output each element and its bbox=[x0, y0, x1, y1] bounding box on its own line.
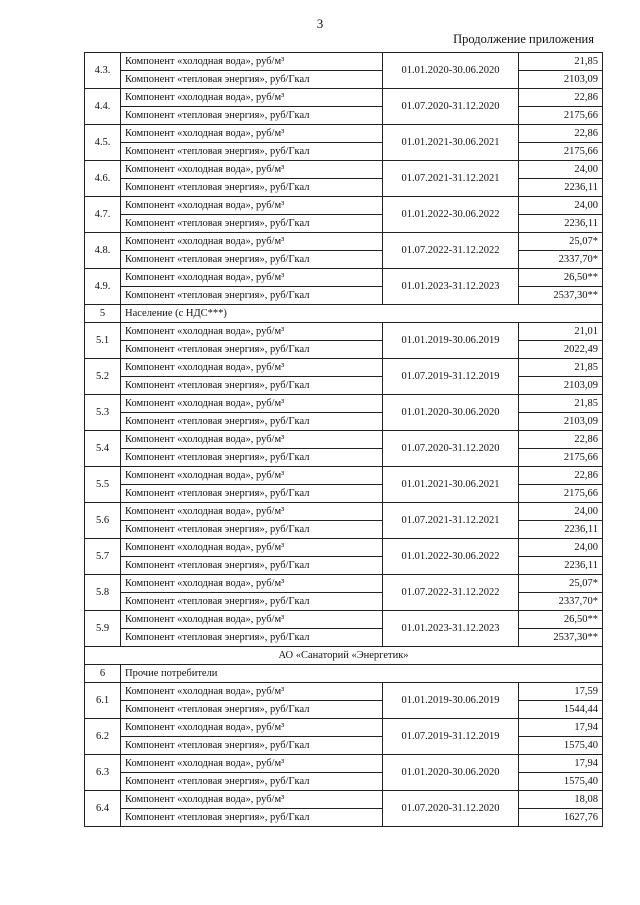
table-row bbox=[85, 233, 603, 251]
cold-water-value: 22,86 bbox=[519, 467, 603, 485]
table-row bbox=[85, 611, 603, 629]
organization-row bbox=[85, 647, 603, 665]
row-number: 4.4. bbox=[85, 89, 121, 125]
component-cold-water: Компонент «холодная вода», руб/м³ bbox=[121, 233, 383, 251]
component-heat-energy: Компонент «тепловая энергия», руб/Гкал bbox=[121, 413, 383, 431]
component-heat-energy: Компонент «тепловая энергия», руб/Гкал bbox=[121, 179, 383, 197]
table-row bbox=[85, 413, 603, 431]
row-number: 4.5. bbox=[85, 125, 121, 161]
tariff-period: 01.07.2021-31.12.2021 bbox=[383, 161, 519, 197]
table-row bbox=[85, 269, 603, 287]
component-cold-water: Компонент «холодная вода», руб/м³ bbox=[121, 683, 383, 701]
cold-water-value: 26,50** bbox=[519, 269, 603, 287]
row-number: 4.6. bbox=[85, 161, 121, 197]
table-row bbox=[85, 197, 603, 215]
component-cold-water: Компонент «холодная вода», руб/м³ bbox=[121, 53, 383, 71]
component-cold-water: Компонент «холодная вода», руб/м³ bbox=[121, 269, 383, 287]
cold-water-value: 18,08 bbox=[519, 791, 603, 809]
component-heat-energy: Компонент «тепловая энергия», руб/Гкал bbox=[121, 107, 383, 125]
table-row bbox=[85, 737, 603, 755]
tariff-period: 01.07.2020-31.12.2020 bbox=[383, 89, 519, 125]
cold-water-value: 22,86 bbox=[519, 125, 603, 143]
tariff-period: 01.07.2022-31.12.2022 bbox=[383, 575, 519, 611]
row-number: 6.1 bbox=[85, 683, 121, 719]
heat-energy-value: 2175,66 bbox=[519, 107, 603, 125]
cold-water-value: 25,07* bbox=[519, 233, 603, 251]
cold-water-value: 22,86 bbox=[519, 431, 603, 449]
heat-energy-value: 2236,11 bbox=[519, 557, 603, 575]
component-heat-energy: Компонент «тепловая энергия», руб/Гкал bbox=[121, 809, 383, 827]
table-row bbox=[85, 215, 603, 233]
table-row bbox=[85, 755, 603, 773]
heat-energy-value: 2175,66 bbox=[519, 143, 603, 161]
table-row bbox=[85, 287, 603, 305]
row-number: 5.6 bbox=[85, 503, 121, 539]
section-row bbox=[85, 665, 603, 683]
cold-water-value: 25,07* bbox=[519, 575, 603, 593]
component-heat-energy: Компонент «тепловая энергия», руб/Гкал bbox=[121, 737, 383, 755]
row-number: 5.3 bbox=[85, 395, 121, 431]
section-number: 6 bbox=[85, 665, 121, 683]
row-number: 4.9. bbox=[85, 269, 121, 305]
table-row bbox=[85, 179, 603, 197]
component-heat-energy: Компонент «тепловая энергия», руб/Гкал bbox=[121, 143, 383, 161]
table-row bbox=[85, 377, 603, 395]
table-row bbox=[85, 161, 603, 179]
component-heat-energy: Компонент «тепловая энергия», руб/Гкал bbox=[121, 215, 383, 233]
cold-water-value: 24,00 bbox=[519, 539, 603, 557]
component-cold-water: Компонент «холодная вода», руб/м³ bbox=[121, 197, 383, 215]
component-heat-energy: Компонент «тепловая энергия», руб/Гкал bbox=[121, 701, 383, 719]
component-cold-water: Компонент «холодная вода», руб/м³ bbox=[121, 791, 383, 809]
cold-water-value: 24,00 bbox=[519, 161, 603, 179]
tariff-period: 01.07.2021-31.12.2021 bbox=[383, 503, 519, 539]
heat-energy-value: 2103,09 bbox=[519, 413, 603, 431]
table-row bbox=[85, 467, 603, 485]
table-row bbox=[85, 683, 603, 701]
tariff-table-body bbox=[85, 53, 603, 827]
heat-energy-value: 2236,11 bbox=[519, 215, 603, 233]
tariff-period: 01.01.2021-30.06.2021 bbox=[383, 467, 519, 503]
table-row bbox=[85, 431, 603, 449]
component-cold-water: Компонент «холодная вода», руб/м³ bbox=[121, 467, 383, 485]
component-heat-energy: Компонент «тепловая энергия», руб/Гкал bbox=[121, 341, 383, 359]
row-number: 6.4 bbox=[85, 791, 121, 827]
row-number: 5.9 bbox=[85, 611, 121, 647]
tariff-period: 01.01.2022-30.06.2022 bbox=[383, 197, 519, 233]
tariff-period: 01.01.2020-30.06.2020 bbox=[383, 755, 519, 791]
table-row bbox=[85, 719, 603, 737]
heat-energy-value: 1627,76 bbox=[519, 809, 603, 827]
table-row bbox=[85, 359, 603, 377]
heat-energy-value: 1544,44 bbox=[519, 701, 603, 719]
component-cold-water: Компонент «холодная вода», руб/м³ bbox=[121, 539, 383, 557]
heat-energy-value: 2537,30** bbox=[519, 287, 603, 305]
cold-water-value: 21,85 bbox=[519, 359, 603, 377]
heat-energy-value: 1575,40 bbox=[519, 737, 603, 755]
tariff-table bbox=[84, 52, 603, 827]
tariff-period: 01.07.2022-31.12.2022 bbox=[383, 233, 519, 269]
tariff-period: 01.01.2022-30.06.2022 bbox=[383, 539, 519, 575]
table-row bbox=[85, 89, 603, 107]
tariff-period: 01.01.2020-30.06.2020 bbox=[383, 395, 519, 431]
cold-water-value: 21,85 bbox=[519, 53, 603, 71]
row-number: 5.4 bbox=[85, 431, 121, 467]
cold-water-value: 22,86 bbox=[519, 89, 603, 107]
tariff-period: 01.01.2019-30.06.2019 bbox=[383, 323, 519, 359]
tariff-period: 01.01.2023-31.12.2023 bbox=[383, 269, 519, 305]
component-cold-water: Компонент «холодная вода», руб/м³ bbox=[121, 395, 383, 413]
tariff-period: 01.01.2023-31.12.2023 bbox=[383, 611, 519, 647]
component-heat-energy: Компонент «тепловая энергия», руб/Гкал bbox=[121, 287, 383, 305]
table-row bbox=[85, 593, 603, 611]
section-row bbox=[85, 305, 603, 323]
table-row bbox=[85, 71, 603, 89]
row-number: 6.2 bbox=[85, 719, 121, 755]
table-row bbox=[85, 773, 603, 791]
table-row bbox=[85, 557, 603, 575]
component-heat-energy: Компонент «тепловая энергия», руб/Гкал bbox=[121, 557, 383, 575]
heat-energy-value: 2236,11 bbox=[519, 179, 603, 197]
continuation-label: Продолжение приложения bbox=[453, 32, 594, 46]
component-heat-energy: Компонент «тепловая энергия», руб/Гкал bbox=[121, 71, 383, 89]
row-number: 5.5 bbox=[85, 467, 121, 503]
row-number: 4.7. bbox=[85, 197, 121, 233]
row-number: 4.8. bbox=[85, 233, 121, 269]
table-row bbox=[85, 341, 603, 359]
component-heat-energy: Компонент «тепловая энергия», руб/Гкал bbox=[121, 377, 383, 395]
heat-energy-value: 2175,66 bbox=[519, 485, 603, 503]
cold-water-value: 17,94 bbox=[519, 719, 603, 737]
tariff-period: 01.07.2019-31.12.2019 bbox=[383, 719, 519, 755]
heat-energy-value: 2337,70* bbox=[519, 251, 603, 269]
section-title: Прочие потребители bbox=[121, 665, 603, 683]
table-row bbox=[85, 791, 603, 809]
component-cold-water: Компонент «холодная вода», руб/м³ bbox=[121, 431, 383, 449]
row-number: 5.2 bbox=[85, 359, 121, 395]
cold-water-value: 21,01 bbox=[519, 323, 603, 341]
row-number: 5.1 bbox=[85, 323, 121, 359]
table-row bbox=[85, 323, 603, 341]
table-row bbox=[85, 539, 603, 557]
tariff-period: 01.01.2021-30.06.2021 bbox=[383, 125, 519, 161]
heat-energy-value: 2103,09 bbox=[519, 71, 603, 89]
component-heat-energy: Компонент «тепловая энергия», руб/Гкал bbox=[121, 521, 383, 539]
heat-energy-value: 2537,30** bbox=[519, 629, 603, 647]
heat-energy-value: 2175,66 bbox=[519, 449, 603, 467]
table-row bbox=[85, 395, 603, 413]
heat-energy-value: 2337,70* bbox=[519, 593, 603, 611]
heat-energy-value: 2103,09 bbox=[519, 377, 603, 395]
table-row bbox=[85, 53, 603, 71]
cold-water-value: 17,59 bbox=[519, 683, 603, 701]
component-cold-water: Компонент «холодная вода», руб/м³ bbox=[121, 755, 383, 773]
table-row bbox=[85, 485, 603, 503]
table-row bbox=[85, 503, 603, 521]
row-number: 6.3 bbox=[85, 755, 121, 791]
component-cold-water: Компонент «холодная вода», руб/м³ bbox=[121, 503, 383, 521]
tariff-period: 01.01.2019-30.06.2019 bbox=[383, 683, 519, 719]
component-heat-energy: Компонент «тепловая энергия», руб/Гкал bbox=[121, 449, 383, 467]
component-cold-water: Компонент «холодная вода», руб/м³ bbox=[121, 359, 383, 377]
table-row bbox=[85, 701, 603, 719]
component-heat-energy: Компонент «тепловая энергия», руб/Гкал bbox=[121, 629, 383, 647]
table-row bbox=[85, 449, 603, 467]
cold-water-value: 26,50** bbox=[519, 611, 603, 629]
table-row bbox=[85, 809, 603, 827]
component-heat-energy: Компонент «тепловая энергия», руб/Гкал bbox=[121, 593, 383, 611]
component-heat-energy: Компонент «тепловая энергия», руб/Гкал bbox=[121, 773, 383, 791]
tariff-period: 01.07.2019-31.12.2019 bbox=[383, 359, 519, 395]
organization-title: АО «Санаторий «Энергетик» bbox=[85, 647, 603, 665]
component-cold-water: Компонент «холодная вода», руб/м³ bbox=[121, 611, 383, 629]
component-cold-water: Компонент «холодная вода», руб/м³ bbox=[121, 323, 383, 341]
row-number: 5.7 bbox=[85, 539, 121, 575]
heat-energy-value: 2022,49 bbox=[519, 341, 603, 359]
component-heat-energy: Компонент «тепловая энергия», руб/Гкал bbox=[121, 485, 383, 503]
tariff-period: 01.07.2020-31.12.2020 bbox=[383, 431, 519, 467]
tariff-period: 01.01.2020-30.06.2020 bbox=[383, 53, 519, 89]
heat-energy-value: 1575,40 bbox=[519, 773, 603, 791]
cold-water-value: 24,00 bbox=[519, 503, 603, 521]
cold-water-value: 17,94 bbox=[519, 755, 603, 773]
heat-energy-value: 2236,11 bbox=[519, 521, 603, 539]
table-row bbox=[85, 143, 603, 161]
component-cold-water: Компонент «холодная вода», руб/м³ bbox=[121, 575, 383, 593]
page-number: 3 bbox=[316, 16, 324, 31]
component-cold-water: Компонент «холодная вода», руб/м³ bbox=[121, 161, 383, 179]
cold-water-value: 24,00 bbox=[519, 197, 603, 215]
table-row bbox=[85, 125, 603, 143]
table-row bbox=[85, 575, 603, 593]
component-cold-water: Компонент «холодная вода», руб/м³ bbox=[121, 89, 383, 107]
row-number: 5.8 bbox=[85, 575, 121, 611]
component-heat-energy: Компонент «тепловая энергия», руб/Гкал bbox=[121, 251, 383, 269]
component-cold-water: Компонент «холодная вода», руб/м³ bbox=[121, 125, 383, 143]
tariff-period: 01.07.2020-31.12.2020 bbox=[383, 791, 519, 827]
table-row bbox=[85, 107, 603, 125]
row-number: 4.3. bbox=[85, 53, 121, 89]
table-row bbox=[85, 629, 603, 647]
section-number: 5 bbox=[85, 305, 121, 323]
component-cold-water: Компонент «холодная вода», руб/м³ bbox=[121, 719, 383, 737]
cold-water-value: 21,85 bbox=[519, 395, 603, 413]
section-title: Население (с НДС***) bbox=[121, 305, 603, 323]
table-row bbox=[85, 251, 603, 269]
table-row bbox=[85, 521, 603, 539]
